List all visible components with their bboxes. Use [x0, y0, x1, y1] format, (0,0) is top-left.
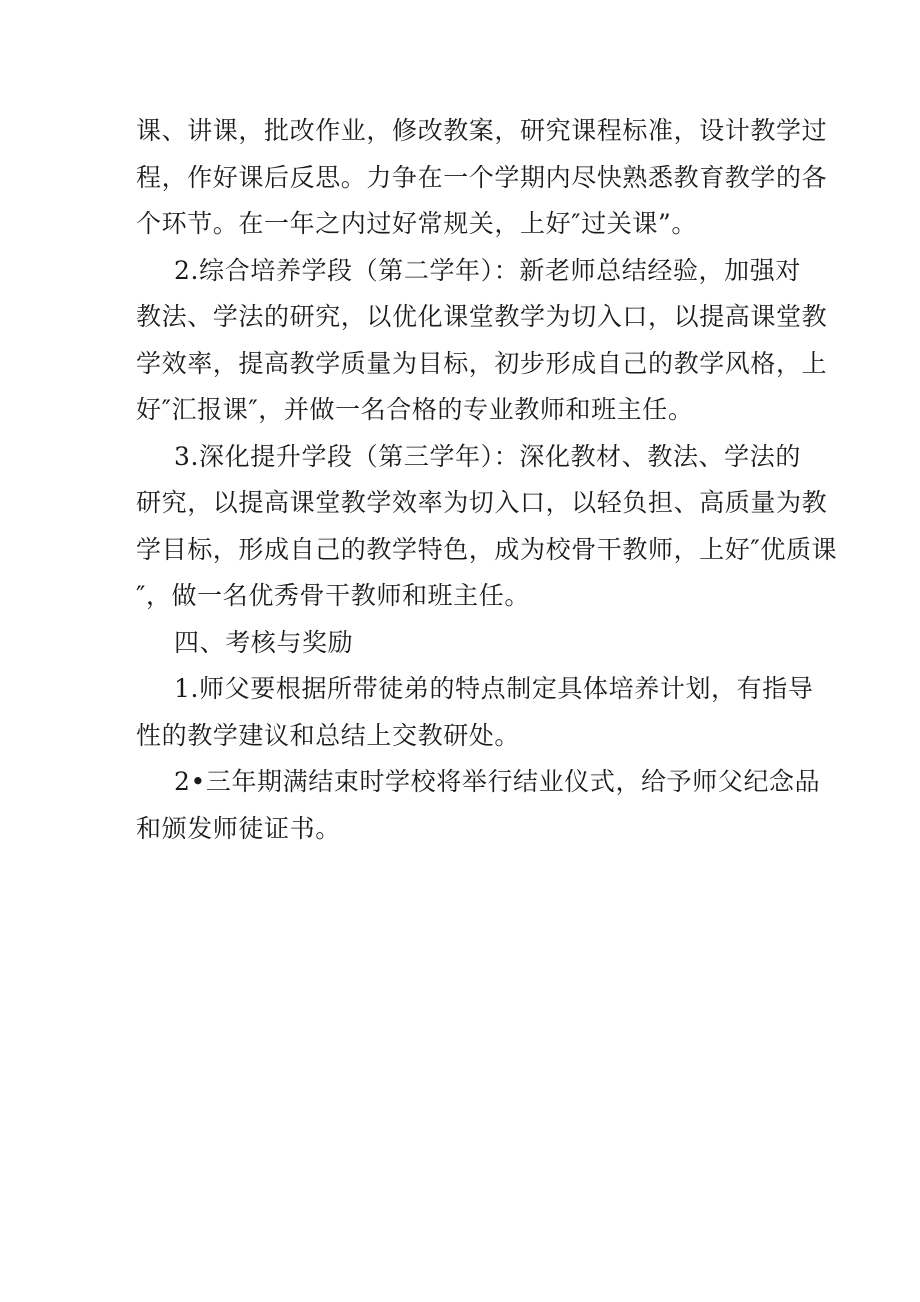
text-line: 2.综合培养学段（第二学年）：新老师总结经验，加强对 [174, 255, 801, 285]
text-line: 和颁发师徒证书。 [136, 813, 341, 843]
text-line: 四、考核与奖励 [174, 627, 354, 657]
text-line: 学效率，提高教学质量为目标，初步形成自己的教学风格，上 [136, 348, 828, 378]
text-line: 课、讲课，批改作业，修改教案，研究课程标准，设计教学过 [136, 116, 828, 145]
section-heading-assessment [136, 620, 786, 667]
text-line: 教法、学法的研究，以优化课堂教学为切入口，以提高课堂教 [136, 302, 828, 331]
text-line: 3.深化提升学段（第三学年）：深化教材、教法、学法的 [174, 441, 801, 471]
paragraph-intro-continuation [136, 108, 828, 248]
text-line: ″，做一名优秀骨干教师和班主任。 [136, 581, 530, 610]
text-line: 2•三年期满结束时学校将举行结业仪式，给予师父纪念品 [174, 767, 821, 796]
text-line: 研究，以提高课堂教学效率为切入口，以轻负担、高质量为教 [136, 488, 828, 517]
document-body [136, 108, 838, 852]
text-line: 性的教学建议和总结上交教研处。 [136, 720, 521, 750]
text-line: 个环节。在一年之内过好常规关，上好″过关课”。 [136, 209, 697, 238]
text-line: 程，作好课后反思。力争在一个学期内尽快熟悉教育教学的各 [136, 162, 828, 192]
text-line: 好″汇报课″，并做一名合格的专业教师和班主任。 [136, 395, 694, 424]
text-line: 学目标，形成自己的教学特色，成为校骨干教师，上好″优质课 [136, 534, 838, 564]
text-line: 1.师父要根据所带徒弟的特点制定具体培养计划，有指导 [174, 674, 814, 703]
paragraph-stage-2 [136, 248, 828, 434]
paragraph-item-2 [136, 759, 821, 852]
paragraph-stage-3 [136, 434, 838, 620]
paragraph-item-1 [136, 666, 814, 759]
